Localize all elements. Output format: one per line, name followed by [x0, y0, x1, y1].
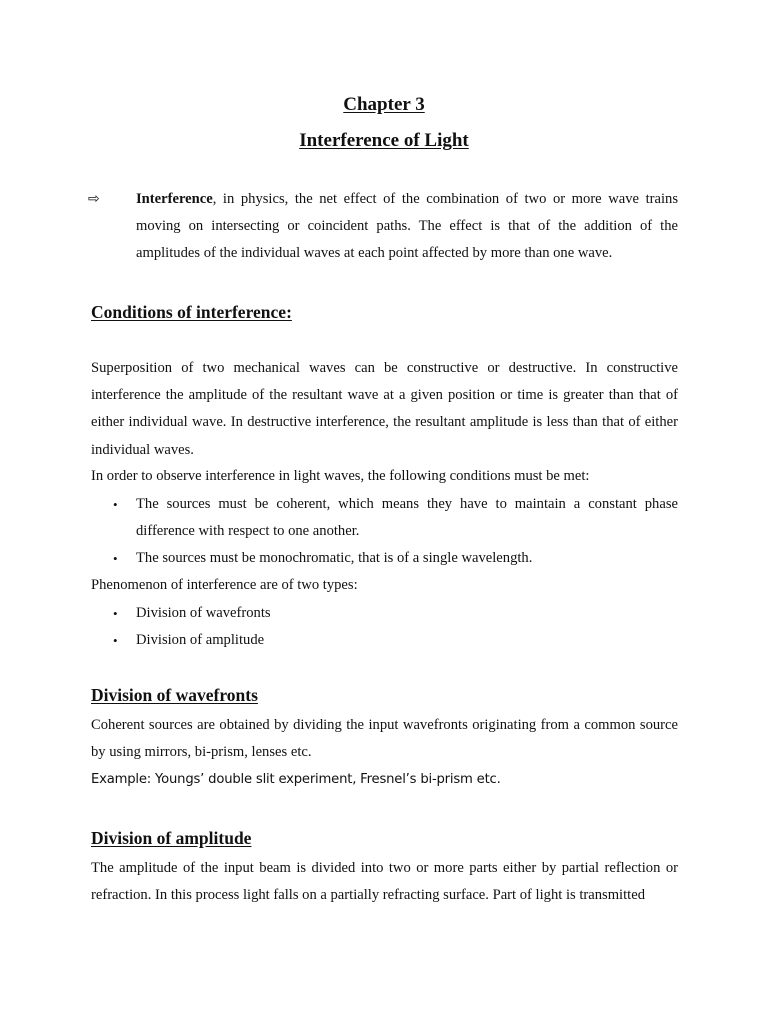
chapter-number: Chapter 3: [343, 94, 425, 115]
list-item: [91, 491, 678, 545]
list-item: [91, 600, 678, 627]
list-item-text: Division of wavefronts: [136, 605, 271, 621]
section-heading-amplitude: Division of amplitude: [91, 828, 252, 848]
types-intro-line: Phenomenon of interference are of two types:: [91, 577, 358, 593]
types-list: [91, 600, 678, 654]
amplitude-paragraph: The amplitude of the input beam is divided into two or more parts either by partial reflection or refraction. In this process light falls on a partially refracting surface. Part of light is transmitted: [91, 860, 678, 904]
wavefronts-example: Example: Youngs’ double slit experiment, Fresnel’s bi-prism etc.: [91, 772, 501, 787]
bullet-icon: •: [113, 606, 118, 621]
wavefronts-paragraph: Coherent sources are obtained by dividing the input wavefronts originating from a common source by using mirrors, bi-prism, lenses etc.: [91, 717, 678, 761]
bullet-icon: •: [113, 497, 118, 512]
list-item-text: The sources must be coherent, which means they have to maintain a constant phase difference with respect to one another.: [136, 496, 678, 540]
conditions-observe-line: In order to observe interference in light waves, the following conditions must be met:: [91, 468, 590, 484]
section-heading-conditions: Conditions of interference:: [91, 302, 292, 322]
conditions-paragraph: Superposition of two mechanical waves can be constructive or destructive. In constructive interference the amplitude of the resultant wave at a given position or time is greater than that of either individual wave. In destructive interference, the resultant amplitude is less than that of either individual waves.: [91, 360, 678, 458]
intro-term: Interference: [136, 191, 213, 207]
conditions-list: [91, 491, 678, 573]
bullet-icon: •: [113, 551, 118, 567]
list-item: [91, 545, 678, 572]
bullet-icon: •: [113, 633, 118, 649]
chapter-title: Interference of Light: [299, 130, 469, 151]
intro-definition-text: , in physics, the net effect of the combination of two or more wave trains moving on intersecting or coincident paths. The effect is that of the addition of the amplitudes of the individual waves at each point affected by more than one wave.: [136, 191, 678, 262]
list-item-text: Division of amplitude: [136, 632, 265, 649]
section-heading-wavefronts: Division of wavefronts: [91, 685, 258, 705]
list-item-text: The sources must be monochromatic, that is of a single wavelength.: [136, 550, 533, 567]
arrow-right-icon: ⇨: [88, 191, 100, 207]
intro-definition: [88, 186, 678, 268]
intro-text-block: [114, 186, 678, 268]
list-item: [91, 627, 678, 654]
